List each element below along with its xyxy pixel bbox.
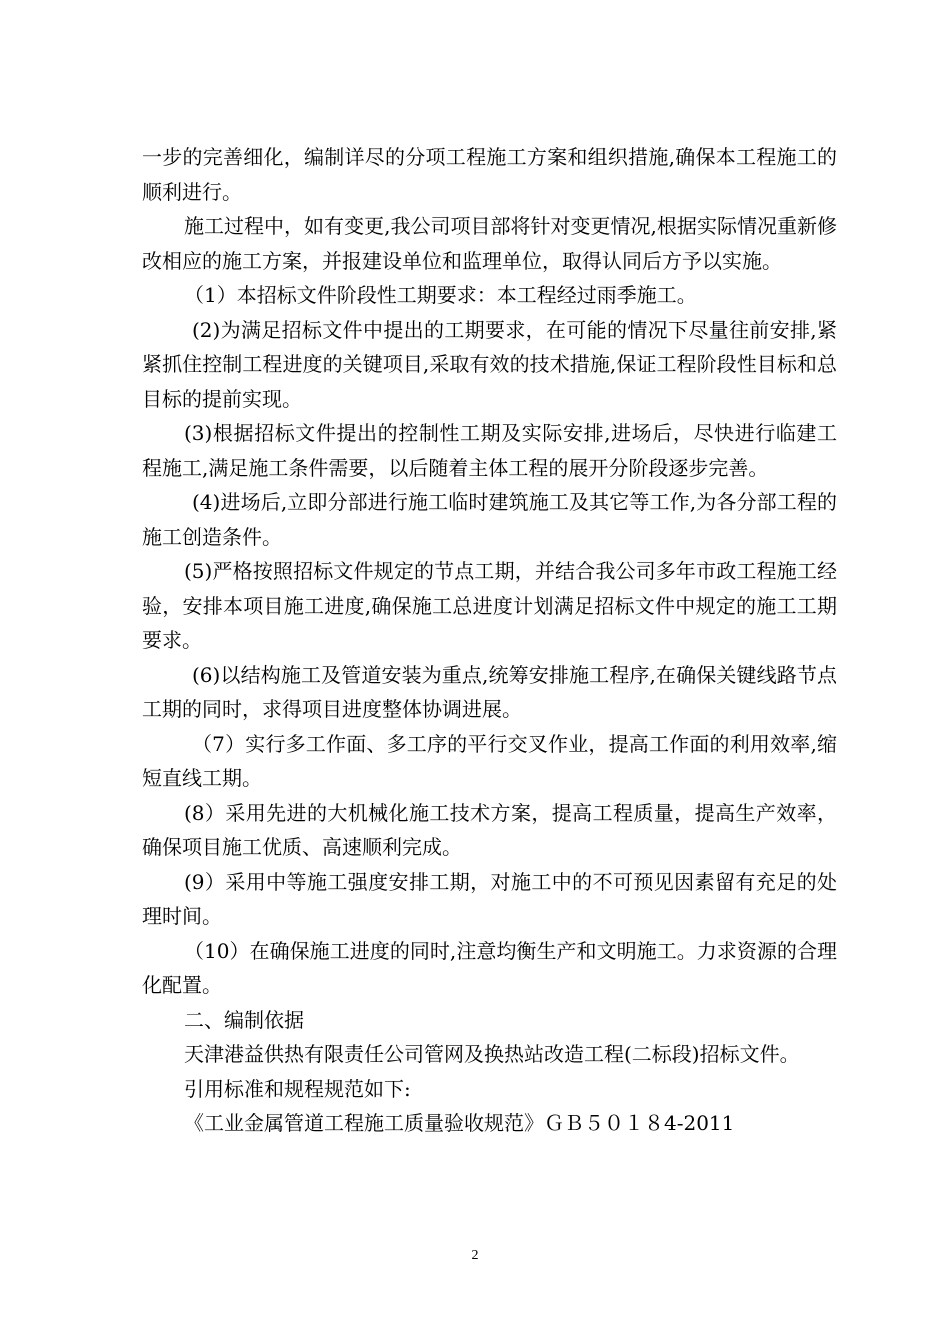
paragraph-item-4: (4)进场后,立即分部进行施工临时建筑施工及其它等工作,为各分部工程的施工创造条件。 bbox=[142, 490, 837, 549]
paragraph-item-1: （1）本招标文件阶段性工期要求：本工程经过雨季施工。 bbox=[184, 283, 697, 307]
paragraph-standard-1: 《工业金属管道工程施工质量验收规范》ＧＢ５０１８4-2011 bbox=[184, 1111, 735, 1135]
paragraph-tender-document: 天津港益供热有限责任公司管网及换热站改造工程(二标段)招标文件。 bbox=[184, 1042, 800, 1066]
paragraph-item-3: (3)根据招标文件提出的控制性工期及实际安排,进场后，尽快进行临建工程施工,满足施工条件需要，以后随着主体工程的展开分阶段逐步完善。 bbox=[142, 421, 837, 480]
paragraph-item-10: （10）在确保施工进度的同时,注意均衡生产和文明施工。力求资源的合理化配置。 bbox=[142, 938, 837, 997]
paragraph-item-5: (5)严格按照招标文件规定的节点工期，并结合我公司多年市政工程施工经验，安排本项目施工进度,确保施工总进度计划满足招标文件中规定的施工工期要求。 bbox=[142, 559, 837, 652]
paragraph-item-7: （7）实行多工作面、多工序的平行交叉作业，提高工作面的利用效率,缩短直线工期。 bbox=[142, 731, 837, 790]
document-body bbox=[142, 140, 837, 1141]
paragraph-item-8: (8）采用先进的大机械化施工技术方案，提高工程质量，提高生产效率，确保项目施工优质、高速顺利完成。 bbox=[142, 800, 837, 859]
paragraph-changes: 施工过程中，如有变更,我公司项目部将针对变更情况,根据实际情况重新修改相应的施工方案，并报建设单位和监理单位，取得认同后方予以实施。 bbox=[142, 214, 837, 273]
paragraph-item-2: (2)为满足招标文件中提出的工期要求，在可能的情况下尽量往前安排,紧紧抓住控制工程进度的关键项目,采取有效的技术措施,保证工程阶段性目标和总目标的提前实现。 bbox=[142, 317, 837, 411]
page-number: 2 bbox=[471, 1248, 479, 1263]
paragraph-item-6: (6)以结构施工及管道安装为重点,统筹安排施工程序,在确保关键线路节点工期的同时，求得项目进度整体协调进展。 bbox=[142, 662, 837, 721]
section-heading-basis: 二、编制依据 bbox=[184, 1007, 304, 1032]
paragraph-item-9: (9）采用中等施工强度安排工期，对施工中的不可预见因素留有充足的处理时间。 bbox=[142, 869, 837, 928]
paragraph-continuation: 一步的完善细化，编制详尽的分项工程施工方案和组织措施,确保本工程施工的顺利进行。 bbox=[142, 145, 837, 204]
paragraph-standards-intro: 引用标准和规程规范如下: bbox=[184, 1076, 411, 1101]
